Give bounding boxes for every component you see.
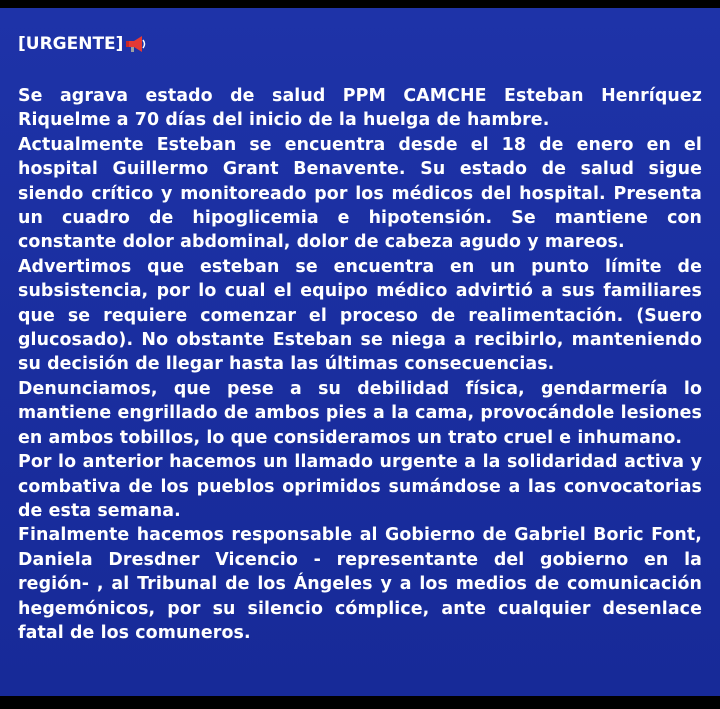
- paragraph-denunciation: Denunciamos, que pese a su debilidad física, gendarmería lo mantiene engrillado de ambos pies a la cama, provocándole lesiones en ambos tobillos, lo que consideramos un trato cruel e inhumano.: [18, 378, 702, 448]
- announcement-card: [0, 8, 720, 696]
- paragraph-status: Se agrava estado de salud PPM CAMCHE Esteban Henríquez Riquelme a 70 días del inicio de la huelga de hambre.: [18, 86, 702, 131]
- message-body: [18, 84, 702, 645]
- header: [18, 34, 147, 54]
- paragraph-call: Por lo anterior hacemos un llamado urgente a la solidaridad activa y combativa de los pueblos oprimidos sumándose a las convocatorias de esta semana.: [18, 452, 702, 521]
- paragraph-hospital: Actualmente Esteban se encuentra desde el 18 de enero en el hospital Guillermo Grant Benavente. Su estado de salud sigue siendo crítico y monitoreado por los médicos del hospital. Presenta un cuadro de hipoglicemia e hipotensión. Se mantiene con constante dolor abdominal, dolor de cabeza agudo y mareos.: [18, 134, 702, 253]
- megaphone-icon: [125, 35, 147, 53]
- bottom-border: [0, 696, 720, 709]
- urgent-label: [URGENTE]: [18, 34, 124, 54]
- paragraph-responsibility: Finalmente hacemos responsable al Gobierno de Gabriel Boric Font, Daniela Dresdner Vicencio - representante del gobierno en la región- , al Tribunal de los Ángeles y a los medios de comunicación hegemónicos, por su silencio cómplice, ante cualquier desenlace fatal de los comuneros.: [18, 525, 702, 643]
- paragraph-warning: Advertimos que esteban se encuentra en un punto límite de subsistencia, por lo cual el equipo médico advirtió a sus familiares que se requiere comenzar el proceso de realimentación. (Suero glucosado). No obstante Esteban se niega a recibirlo, manteniendo su decisión de llegar hasta las últimas consecuencias.: [18, 256, 702, 375]
